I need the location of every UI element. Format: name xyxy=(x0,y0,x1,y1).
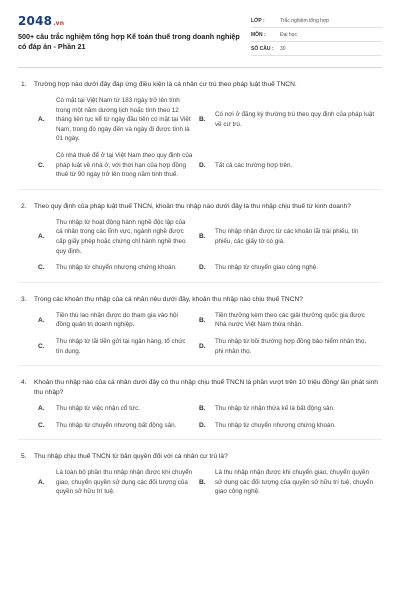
option-text: Thu nhập từ chuyển giao công nghệ. xyxy=(215,264,318,272)
option-c[interactable] xyxy=(18,151,199,180)
question-number: 2. xyxy=(21,202,27,210)
option-letter: B. xyxy=(199,116,206,124)
option-a[interactable] xyxy=(18,404,199,414)
option-letter: C. xyxy=(38,421,45,429)
question-stem xyxy=(18,80,382,90)
option-text: Thu nhập từ chuyển nhượng bất động sản. xyxy=(56,421,177,429)
question-text: Khoản thu nhập nào của cá nhân dưới đây có thu nhập chịu thuế TNCN là phần vượt trên 10 triệu đồng/ lần phát sinh thu nhập? xyxy=(34,379,378,397)
question-5 xyxy=(18,452,382,497)
meta-value: 30 xyxy=(280,45,286,52)
question-text: Trong các khoản thu nhập của cá nhân nêu dưới đây, khoản thu nhập nào chịu thuế TNCN? xyxy=(34,295,303,303)
option-a[interactable] xyxy=(18,468,199,497)
option-a[interactable] xyxy=(18,96,199,144)
meta-value: Đại học xyxy=(280,31,297,38)
meta-row-class xyxy=(251,14,382,28)
option-letter: B. xyxy=(199,233,206,241)
option-text: Là toàn bộ phần thu nhập nhận được khi chuyển giao, chuyển quyền sử dụng các đối tượng của quyền sở hữu trí tuệ. xyxy=(56,469,193,496)
option-text: Thu nhập từ chuyển nhượng chứng khoán. xyxy=(56,264,177,272)
option-letter: B. xyxy=(199,316,206,324)
question-stem xyxy=(18,452,382,462)
answer-options xyxy=(18,311,382,356)
answer-options xyxy=(18,96,382,180)
question-4 xyxy=(18,378,382,440)
option-text: Tiền thưởng kèm theo các giải thưởng quốc gia được Nhà nước Việt Nam thừa nhận. xyxy=(215,311,365,329)
answer-options xyxy=(18,218,382,273)
site-logo[interactable]: 2048.vn xyxy=(18,14,65,28)
option-text: Thu nhập từ bồi thường hợp đồng bảo hiểm nhân thọ, phi nhân thọ. xyxy=(215,337,367,355)
question-number: 5. xyxy=(21,453,27,461)
question-stem xyxy=(18,202,382,212)
option-text: Tất cả các trường hợp trên. xyxy=(215,161,293,169)
question-divider xyxy=(18,282,382,283)
question-number: 4. xyxy=(21,379,27,387)
option-letter: D. xyxy=(199,161,206,169)
question-text: Trường hợp nào dưới đây đáp ứng điều kiện là cá nhân cư trú theo pháp luật thuế TNCN. xyxy=(34,81,297,88)
meta-key: MÔN : xyxy=(251,31,266,38)
question-number: 3. xyxy=(21,295,27,303)
meta-value: Trắc nghiệm tổng hợp xyxy=(280,17,329,24)
option-text: Có nơi ở đăng ký thường trú theo quy định của pháp luật về cư trú. xyxy=(215,111,375,128)
meta-row-subject xyxy=(251,28,382,42)
option-d[interactable] xyxy=(199,421,382,431)
option-d[interactable] xyxy=(199,337,382,356)
option-d[interactable] xyxy=(199,263,382,273)
option-text: Tiền thù lao nhận được do tham gia vào hội đồng quản trị doanh nghiệp. xyxy=(56,311,178,329)
document-title: 500+ câu trắc nghiệm tổng hợp Kế toán thuế trong doanh nghiệp có đáp án - Phần 21 xyxy=(18,32,240,51)
question-stem xyxy=(18,295,382,305)
option-d[interactable] xyxy=(199,151,382,180)
question-list xyxy=(18,80,382,509)
question-3 xyxy=(18,295,382,366)
option-letter: C. xyxy=(38,342,45,350)
option-b[interactable] xyxy=(199,468,382,497)
option-letter: A. xyxy=(38,316,45,324)
answer-options xyxy=(18,404,382,430)
option-c[interactable] xyxy=(18,337,199,356)
option-text: Thu nhập từ lãi tiền gửi tại ngân hàng, tổ chức tín dụng. xyxy=(56,337,186,355)
option-letter: B. xyxy=(199,405,206,413)
question-divider xyxy=(18,439,382,440)
question-2 xyxy=(18,202,382,283)
option-letter: A. xyxy=(38,116,45,124)
option-a[interactable] xyxy=(18,311,199,330)
question-divider xyxy=(18,365,382,366)
option-text: Là thu nhập nhận được khi chuyển giao, chuyển quyền sử dụng các đối tượng của quyền sở hữu trí tuệ, chuyển giao công nghệ. xyxy=(215,469,374,496)
option-text: Thu nhập nhận được từ các khoản lãi trái phiếu, tín phiếu, các giấy tờ có giá. xyxy=(215,228,359,245)
meta-key: SỐ CÂU : xyxy=(251,45,274,52)
option-text: Có nhà thuê để ở tại Việt Nam theo quy định của pháp luật về nhà ở, với thời hạn của hợp đồng thuê từ 90 ngày trở lên trong năm tính thuế. xyxy=(56,151,193,179)
question-number: 1. xyxy=(21,81,27,88)
option-text: Thu nhập từ việc nhận cổ tức. xyxy=(56,405,141,413)
option-letter: C. xyxy=(38,264,45,272)
question-divider xyxy=(18,189,382,190)
option-text: Có mặt tại Việt Nam từ 183 ngày trở lên tính trong một năm dương lịch hoặc tính theo 12 tháng liên tục kể từ ngày đầu tiên có mặt tại Việt Nam, trong đó ngày đến và ngày đi được tính là 01 ngày. xyxy=(56,97,191,143)
question-text: Theo quy định của pháp luật thuế TNCN, khoản thu nhập nào dưới đây là thu nhập chịu thuế từ kinh doanh? xyxy=(34,202,351,210)
header-divider xyxy=(18,67,382,68)
option-letter: A. xyxy=(38,405,45,413)
option-c[interactable] xyxy=(18,421,199,431)
option-a[interactable] xyxy=(18,218,199,256)
option-c[interactable] xyxy=(18,263,199,273)
option-letter: A. xyxy=(38,233,45,241)
answer-options xyxy=(18,468,382,497)
meta-row-count xyxy=(251,42,382,56)
option-letter: C. xyxy=(38,161,45,169)
question-1 xyxy=(18,80,382,190)
option-letter: D. xyxy=(199,421,206,429)
question-text: Thu nhập chịu thuế TNCN từ bản quyền đối với cá nhân cư trú là? xyxy=(34,453,228,461)
option-letter: D. xyxy=(199,342,206,350)
option-text: Thu nhập từ chuyển nhượng chứng khoán. xyxy=(215,421,336,429)
meta-key: LỚP : xyxy=(251,17,265,24)
option-text: Thu nhập từ nhận thừa kế là bất động sản. xyxy=(215,405,335,413)
option-b[interactable] xyxy=(199,311,382,330)
question-stem xyxy=(18,378,382,398)
option-b[interactable] xyxy=(199,218,382,256)
option-letter: A. xyxy=(38,478,45,486)
option-text: Thu nhập từ hoạt động hành nghề độc lập của cá nhân trong các lĩnh vực, ngành nghề được cấp giấy phép hoặc chứng chỉ hành nghề theo quy định. xyxy=(56,218,186,255)
document-meta xyxy=(251,14,382,56)
option-letter: D. xyxy=(199,264,206,272)
option-b[interactable] xyxy=(199,96,382,144)
option-b[interactable] xyxy=(199,404,382,414)
option-letter: B. xyxy=(199,478,206,486)
